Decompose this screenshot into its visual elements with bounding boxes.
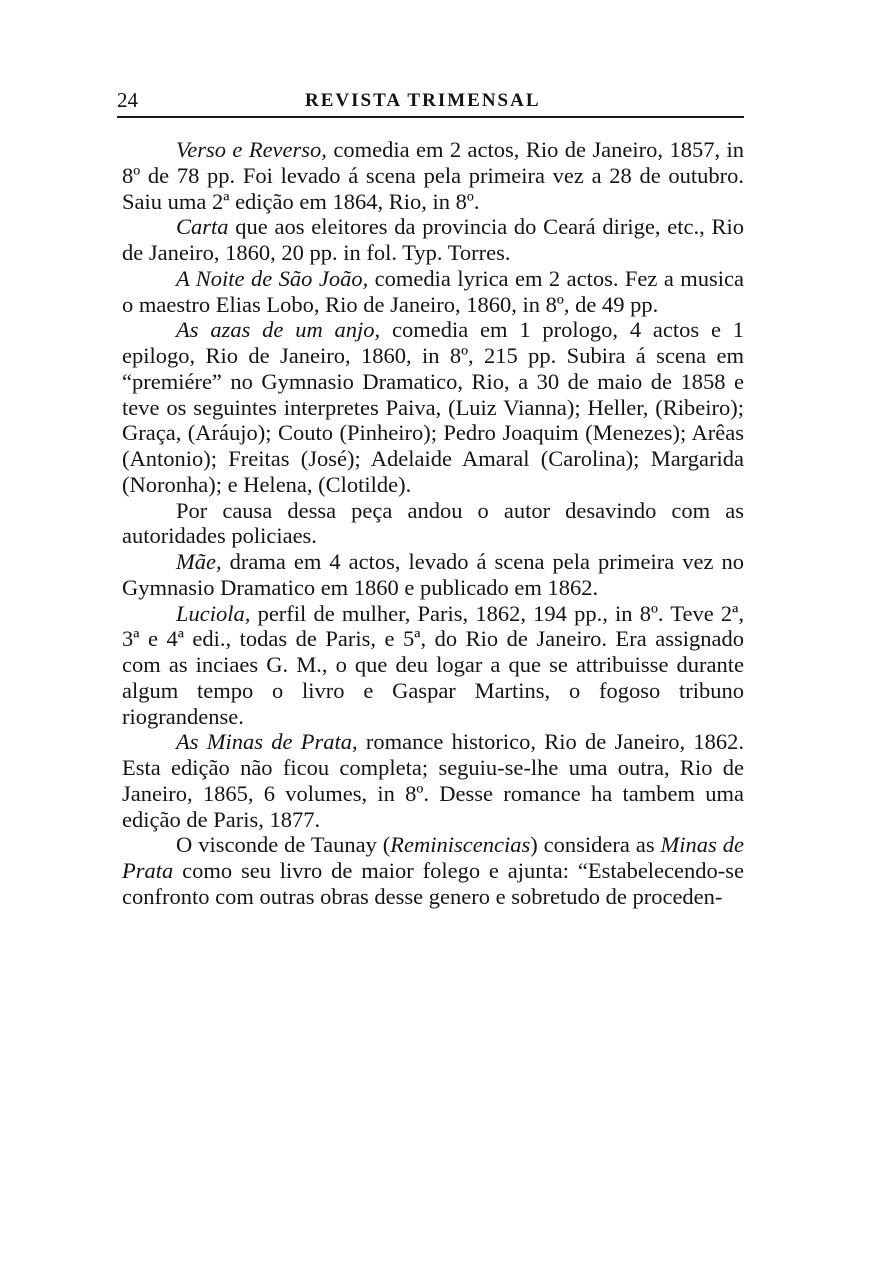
entry-luciola bbox=[122, 601, 744, 730]
running-title: REVISTA TRIMENSAL bbox=[305, 90, 541, 111]
entry-text: drama em 4 actos, levado á scena pela primeira vez no Gymnasio Dramatico em 1860 e publicado em 1862. bbox=[122, 549, 744, 600]
entry-noite-de-sao-joao bbox=[122, 266, 744, 318]
entry-text: que aos eleitores da provincia do Ceará dirige, etc., Rio de Janeiro, 1860, 20 pp. in fol. Typ. Torres. bbox=[122, 214, 744, 265]
work-title: Carta bbox=[176, 214, 229, 240]
entry-text: O visconde de Taunay ( bbox=[176, 832, 391, 858]
entry-text: romance historico, Rio de Janeiro, 1862. Esta edição não ficou completa; seguiu-se-lhe uma outra, Rio de Janeiro, 1865, 6 volumes, in 8º. Desse romance ha tambem uma edição de Paris, 1877. bbox=[122, 729, 744, 832]
work-title: Luciola, bbox=[176, 600, 251, 626]
entry-minas-de-prata bbox=[122, 729, 744, 832]
work-title: Reminiscencias bbox=[390, 832, 531, 858]
entry-verso-e-reverso bbox=[122, 137, 744, 214]
entry-text: comedia lyrica em 2 actos. Fez a musica o maestro Elias Lobo, Rio de Janeiro, 1860, in 8º, de 49 pp. bbox=[122, 265, 744, 317]
work-title: Mãe, bbox=[176, 549, 222, 574]
work-title: Verso e Reverso, bbox=[176, 137, 327, 162]
entry-text: Por causa dessa peça andou o autor desavindo com as autoridades policiaes. bbox=[122, 497, 744, 549]
entry-text: ) considera as bbox=[530, 832, 661, 858]
entry-mae bbox=[122, 549, 744, 601]
work-title: Minas de Prata bbox=[122, 832, 744, 883]
entry-azas-de-um-anjo bbox=[122, 317, 744, 497]
body-text bbox=[122, 137, 744, 910]
entry-note-policiaes bbox=[122, 498, 744, 550]
entry-text: comedia em 2 actos, Rio de Janeiro, 1857, in 8º de 78 pp. Foi levado á scena pela primeira vez a 28 de outubro. Saiu uma 2ª edição em 1864, Rio, in 8º. bbox=[122, 137, 744, 214]
work-title: As azas de um anjo, bbox=[176, 317, 381, 343]
entry-text: como seu livro de maior folego e ajunta: “Estabelecendo-se confronto com outras obras desse genero e sobretudo de proceden- bbox=[122, 858, 744, 909]
entry-text: perfil de mulher, Paris, 1862, 194 pp., in 8º. Teve 2ª, 3ª e 4ª edi., todas de Paris, e 5ª, do Rio de Janeiro. Era assignado com as inciaes G. M., o que deu logar a que se attribuisse durante algum tempo o livro e Gaspar Martins, o fogoso tribuno riograndense. bbox=[122, 600, 744, 729]
work-title: A Noite de São João, bbox=[176, 265, 369, 291]
work-title: As Minas de Prata, bbox=[176, 729, 358, 755]
entry-carta bbox=[122, 214, 744, 266]
entry-text: comedia em 1 prologo, 4 actos e 1 epilogo, Rio de Janeiro, 1860, in 8º, 215 pp. Subira á scena em “premiére” no Gymnasio Dramatico, Rio, a 30 de maio de 1858 e teve os seguintes interpretes Paiva, (Luiz Vianna); Heller, (Ribeiro); Graça, (Aráujo); Couto (Pinheiro); Pedro Joaquim (Menezes); Arêas (Antonio); Freitas (José); Adelaide Amaral (Carolina); Margarida (Noronha); e Helena, (Clotilde). bbox=[122, 317, 744, 497]
page-number: 24 bbox=[117, 88, 138, 112]
page-header bbox=[117, 86, 744, 118]
entry-taunay bbox=[122, 832, 744, 909]
